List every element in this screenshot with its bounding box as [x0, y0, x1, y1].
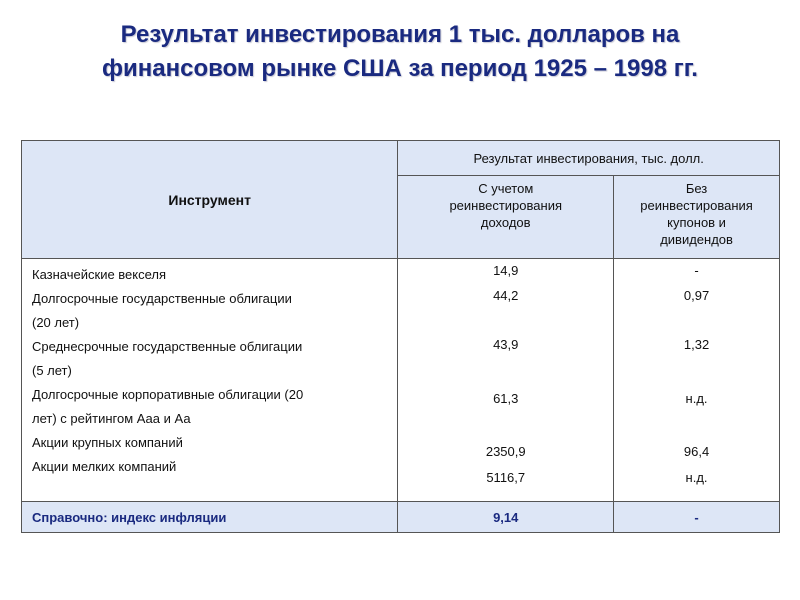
header-instrument: [22, 141, 398, 259]
instrument-name: Казначейские векселя: [32, 267, 167, 282]
instrument-name: Акции крупных компаний: [32, 435, 183, 450]
value-without: 96,4: [683, 444, 710, 459]
value-with: 43,9: [493, 337, 519, 352]
inflation-label: Справочно: индекс инфляции: [22, 502, 398, 533]
instrument-name: Долгосрочные государственные облигации: [32, 291, 292, 306]
instrument-name: Долгосрочные корпоративные облигации (20: [32, 387, 304, 402]
inflation-without-value: -: [614, 502, 780, 533]
header-result: [398, 141, 780, 176]
value-without: -: [694, 263, 699, 278]
header-without-line: Без: [685, 181, 708, 196]
page-title: [40, 18, 760, 86]
value-without: 0,97: [683, 288, 710, 303]
footer-row: [22, 502, 780, 533]
instrument-name: (5 лет): [32, 363, 72, 378]
value-with: 61,3: [493, 391, 519, 406]
header-with-reinvest: [398, 176, 614, 259]
body-row: [22, 259, 780, 502]
header-without-line: реинвестирования: [640, 198, 753, 213]
header-without-reinvest: [614, 176, 780, 259]
value-with: 14,9: [493, 263, 519, 278]
instrument-names-cell: [22, 259, 398, 502]
header-result-label: Результат инвестирования, тыс. долл.: [473, 150, 704, 166]
header-instrument-label: Инструмент: [168, 191, 251, 208]
value-without: 1,32: [683, 337, 710, 352]
instrument-name: лет) с рейтингом Ааа и Аа: [32, 411, 191, 426]
value-without: н.д.: [685, 391, 708, 406]
title-line-1: Результат инвестирования 1 тыс. долларов на: [120, 21, 680, 48]
header-with-line: доходов: [480, 215, 531, 230]
instrument-name: Среднесрочные государственные облигации: [32, 339, 303, 354]
instrument-name: (20 лет): [32, 315, 80, 330]
header-row-1: [22, 141, 780, 176]
header-with-line: реинвестирования: [449, 198, 562, 213]
value-with: 5116,7: [486, 470, 526, 485]
header-without-line: дивидендов: [660, 232, 733, 247]
value-without: н.д.: [685, 470, 708, 485]
with-reinvest-values: [398, 259, 614, 502]
value-with: 2350,9: [485, 444, 526, 459]
header-with-line: С учетом: [478, 181, 534, 196]
inflation-with-value: 9,14: [398, 502, 614, 533]
without-reinvest-values: [614, 259, 780, 502]
investment-table: [21, 140, 780, 533]
value-with: 44,2: [493, 288, 519, 303]
instrument-name: Акции мелких компаний: [32, 459, 177, 474]
title-line-2: финансовом рынке США за период 1925 – 1998 гг.: [102, 55, 698, 82]
header-without-line: купонов и: [667, 215, 726, 230]
